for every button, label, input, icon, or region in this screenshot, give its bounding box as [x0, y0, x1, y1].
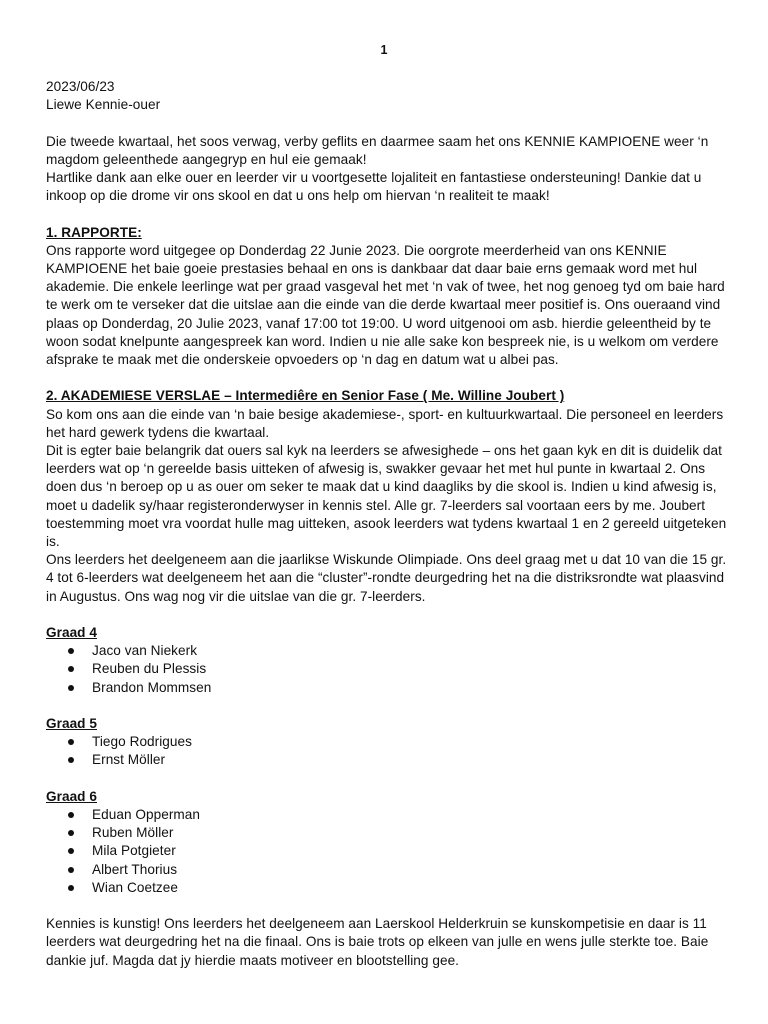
grade-6-list — [46, 806, 736, 897]
list-item: Jaco van Niekerk — [46, 642, 736, 660]
page-number: 1 — [380, 43, 388, 57]
akademiese-paragraph-3: Ons leerders het deelgeneem aan die jaarlikse Wiskunde Olimpiade. Ons deel graag met u dat 10 van die 15 gr. 4 tot 6-leerders wat deelgeneem het aan die “cluster”-rondte deurgedring het na die distriksrondte wat plaasvind in Augustus. Ons wag nog vir die uitslae van die gr. 7-leerders. — [46, 552, 727, 604]
akademiese-paragraph-2: Dit is egter baie belangrik dat ouers sal kyk na leerders se afwesighede – ons het gaan kyk en dit is duidelik dat leerders wat op ‘n gereelde basis uitteken of afwesig is, swakker gevaar het met hul punte in kwartaal 2. Ons doen dus ‘n beroep op u as ouer om seker te maak dat u kind daagliks by die skool is. Indien u kind afwesig is, moet u dadelik sy/haar registeronderwyser in kennis stel. Alle gr. 7-leerders sal voortaan eers by me. Joubert toestemming moet vra voordat hulle mag uitteken, asook leerders wat tydens kwartaal 1 en 2 gereeld uitgeteken is. — [46, 443, 727, 550]
list-item: Mila Potgieter — [46, 842, 736, 860]
grade-heading-4: Graad 4 — [46, 625, 97, 641]
list-item: Brandon Mommsen — [46, 679, 736, 697]
list-item: Reuben du Plessis — [46, 660, 736, 678]
intro-paragraph-1: Die tweede kwartaal, het soos verwag, verby geflits en daarmee saam het ons KENNIE KAMPIOENE weer ‘n magdom geleenthede aangegryp en hul eie gemaak! — [46, 133, 709, 167]
list-item: Eduan Opperman — [46, 806, 736, 824]
section-heading-akademiese-verslae: 2. AKADEMIESE VERSLAE – Intermediêre en Senior Fase ( Me. Willine Joubert ) — [46, 388, 565, 404]
letter-body — [46, 78, 736, 970]
list-item: Albert Thorius — [46, 861, 736, 879]
grade-heading-6: Graad 6 — [46, 788, 97, 804]
list-item: Tiego Rodrigues — [46, 733, 736, 751]
grade-heading-5: Graad 5 — [46, 716, 97, 732]
akademiese-paragraph-1: So kom ons aan die einde van ‘n baie besige akademiese-, sport- en kultuurkwartaal. Die personeel en leerders het hard gewerk tydens die kwartaal. — [46, 406, 724, 440]
list-item: Ernst Möller — [46, 751, 736, 769]
closing-paragraph: Kennies is kunstig! Ons leerders het deelgeneem aan Laerskool Helderkruin se kunskompetisie en daar is 11 leerders wat deurgedring het na die finaal. Ons is baie trots op elkeen van julle en wens julle sterkte toe. Baie dankie juf. Magda dat jy hierdie maats motiveer en blootstelling gee. — [46, 916, 709, 968]
grade-4-list — [46, 642, 736, 697]
rapporte-paragraph: Ons rapporte word uitgegee op Donderdag 22 Junie 2023. Die oorgrote meerderheid van ons KENNIE KAMPIOENE het baie goeie prestasies behaal en ons is dankbaar dat daar baie erns gemaak word met hul akademie. Die enkele leerlinge wat per graad vasgeval het met ‘n vak of twee, het nog genoeg tyd om baie hard te werk om te verseker dat die uitslae aan die einde van die derde kwartaal meer positief is. Ons oueraand vind plaas op Donderdag, 20 Julie 2023, vanaf 17:00 tot 19:00. U word uitgenooi om asb. hierdie geleentheid by te woon sodat knelpunte aangespreek kan word. Indien u nie alle sake kon bespreek nie, is u welkom om verdere afsprake te maak met die onderskeie opvoeders op ‘n dag en datum wat u albei pas. — [46, 242, 725, 368]
letter-date: 2023/06/23 — [46, 79, 115, 94]
list-item: Ruben Möller — [46, 824, 736, 842]
intro-paragraph-2: Hartlike dank aan elke ouer en leerder vir u voortgesette lojaliteit en fantastiese ondersteuning! Dankie dat u inkoop op die drome vir ons skool en dat u ons help om hiervan ‘n realiteit te maak! — [46, 170, 702, 204]
list-item: Wian Coetzee — [46, 879, 736, 897]
section-heading-rapporte: 1. RAPPORTE: — [46, 224, 142, 240]
salutation: Liewe Kennie-ouer — [46, 97, 161, 113]
grade-5-list — [46, 733, 736, 769]
